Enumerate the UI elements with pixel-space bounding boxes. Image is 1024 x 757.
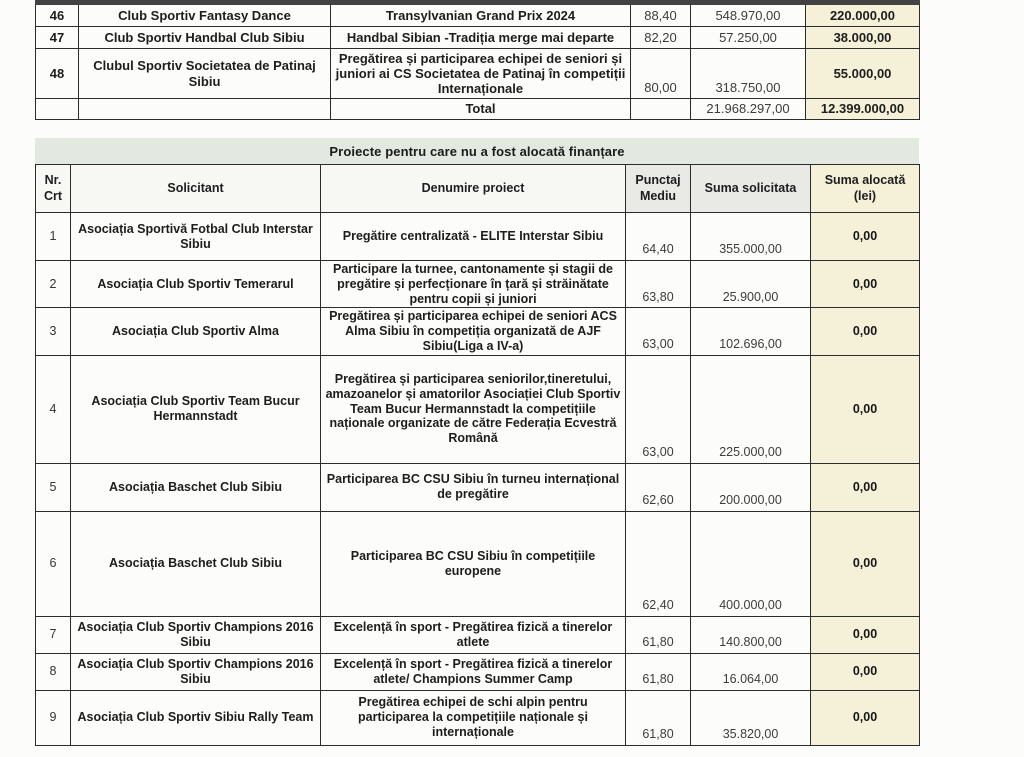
header-suma-alocata: Suma alocată (lei) — [811, 165, 920, 213]
cell-proiect: Pregătire centralizată - ELITE Interstar Sibiu — [321, 213, 626, 261]
cell-proiect: Pregătirea și participarea seniorilor,tineretului, amazoanelor și amatorilor Asociației Club Sportiv Team Bucur Hermannstadt la competițiile naționale organizate de către Federația Ecvestră Română — [321, 355, 626, 463]
table-row — [36, 27, 920, 49]
cell-suma-alocata: 0,00 — [811, 463, 920, 511]
cell-punctaj: 88,40 — [631, 3, 691, 27]
cell-solicitant: Clubul Sportiv Societatea de Patinaj Sibiu — [79, 49, 331, 99]
cell-suma-alocata: 55.000,00 — [806, 49, 920, 99]
section-title: Proiecte pentru care nu a fost alocată finanțare — [329, 143, 625, 159]
table-row — [36, 355, 920, 463]
cell-suma-solicitata: 35.820,00 — [691, 690, 811, 745]
cell-nr — [36, 99, 79, 120]
total-suma-solicitata: 21.968.297,00 — [691, 99, 806, 120]
cell-solicitant: Asociația Club Sportiv Champions 2016 Sibiu — [71, 616, 321, 653]
cell-suma-alocata: 0,00 — [811, 616, 920, 653]
table-row — [36, 690, 920, 745]
cell-suma-alocata: 220.000,00 — [806, 3, 920, 27]
funded-projects-table — [35, 0, 920, 120]
table-row — [36, 213, 920, 261]
section-title-band — [35, 138, 919, 164]
total-label: Total — [331, 99, 631, 120]
cell-suma-solicitata: 16.064,00 — [691, 653, 811, 690]
cell-proiect: Transylvanian Grand Prix 2024 — [331, 3, 631, 27]
table-row — [36, 49, 920, 99]
cell-punctaj: 63,80 — [626, 261, 691, 308]
table-row — [36, 653, 920, 690]
cell-suma-solicitata: 200.000,00 — [691, 463, 811, 511]
table-row — [36, 308, 920, 355]
header-punctaj: Punctaj Mediu — [626, 165, 691, 213]
cell-nr: 7 — [36, 616, 71, 653]
cell-solicitant: Asociația Club Sportiv Team Bucur Hermannstadt — [71, 355, 321, 463]
cell-suma-alocata: 0,00 — [811, 690, 920, 745]
cell-nr: 8 — [36, 653, 71, 690]
cell-nr: 46 — [36, 3, 79, 27]
cell-nr: 6 — [36, 511, 71, 616]
table-row — [36, 511, 920, 616]
cell-punctaj: 61,80 — [626, 690, 691, 745]
cell-suma-solicitata: 548.970,00 — [691, 3, 806, 27]
cell-proiect: Excelență în sport - Pregătirea fizică a tinerelor atlete — [321, 616, 626, 653]
cell-suma-alocata: 0,00 — [811, 308, 920, 355]
cell-solicitant: Asociația Club Sportiv Temerarul — [71, 261, 321, 308]
cell-nr: 47 — [36, 27, 79, 49]
document-content — [35, 0, 919, 746]
total-row — [36, 99, 920, 120]
cell-proiect: Participarea BC CSU Sibiu în competițiile europene — [321, 511, 626, 616]
cell-proiect: Pregătirea și participarea echipei de seniori și juniori ai CS Societatea de Patinaj în competiții Internaționale — [331, 49, 631, 99]
cell-suma-solicitata: 318.750,00 — [691, 49, 806, 99]
header-suma-solicitata: Suma solicitata — [691, 165, 811, 213]
cell-punctaj: 62,40 — [626, 511, 691, 616]
cell-punctaj: 61,80 — [626, 653, 691, 690]
cell-punctaj: 62,60 — [626, 463, 691, 511]
header-solicitant: Solicitant — [71, 165, 321, 213]
cell-suma-alocata: 0,00 — [811, 213, 920, 261]
cell-nr: 5 — [36, 463, 71, 511]
cell-nr: 9 — [36, 690, 71, 745]
cell-punctaj: 63,00 — [626, 355, 691, 463]
cell-solicitant: Asociația Baschet Club Sibiu — [71, 463, 321, 511]
header-proiect: Denumire proiect — [321, 165, 626, 213]
cell-solicitant: Club Sportiv Handbal Club Sibiu — [79, 27, 331, 49]
cell-nr: 2 — [36, 261, 71, 308]
cell-suma-alocata: 0,00 — [811, 511, 920, 616]
cell-punctaj: 82,20 — [631, 27, 691, 49]
cell-proiect: Pregătirea și participarea echipei de seniori ACS Alma Sibiu în competiția organizată de AJF Sibiu(Liga a IV-a) — [321, 308, 626, 355]
cell-punctaj: 64,40 — [626, 213, 691, 261]
cell-solicitant: Asociația Baschet Club Sibiu — [71, 511, 321, 616]
cell-solicitant: Asociația Club Sportiv Champions 2016 Sibiu — [71, 653, 321, 690]
cell-nr: 4 — [36, 355, 71, 463]
cell-suma-alocata: 0,00 — [811, 355, 920, 463]
cell-nr: 3 — [36, 308, 71, 355]
unfunded-projects-table — [35, 164, 920, 746]
cell-solicitant: Asociația Club Sportiv Sibiu Rally Team — [71, 690, 321, 745]
table-row — [36, 616, 920, 653]
cell-nr: 48 — [36, 49, 79, 99]
cell-solicitant: Asociația Sportivă Fotbal Club Interstar Sibiu — [71, 213, 321, 261]
total-suma-alocata: 12.399.000,00 — [806, 99, 920, 120]
cell-punctaj — [631, 99, 691, 120]
cell-nr: 1 — [36, 213, 71, 261]
cell-punctaj: 61,80 — [626, 616, 691, 653]
cell-suma-alocata: 0,00 — [811, 653, 920, 690]
cell-solicitant: Club Sportiv Fantasy Dance — [79, 3, 331, 27]
cell-suma-alocata: 38.000,00 — [806, 27, 920, 49]
cell-suma-solicitata: 140.800,00 — [691, 616, 811, 653]
table-row — [36, 3, 920, 27]
cell-suma-solicitata: 400.000,00 — [691, 511, 811, 616]
cell-suma-alocata: 0,00 — [811, 261, 920, 308]
cell-punctaj: 80,00 — [631, 49, 691, 99]
cell-solicitant — [79, 99, 331, 120]
cell-proiect: Handbal Sibian -Tradiția merge mai departe — [331, 27, 631, 49]
cell-suma-solicitata: 355.000,00 — [691, 213, 811, 261]
cell-proiect: Participarea BC CSU Sibiu în turneu internațional de pregătire — [321, 463, 626, 511]
cell-solicitant: Asociația Club Sportiv Alma — [71, 308, 321, 355]
cell-proiect: Participare la turnee, cantonamente și stagii de pregătire și perfecționare în țară și străinătate pentru copii și juniori — [321, 261, 626, 308]
cell-suma-solicitata: 102.696,00 — [691, 308, 811, 355]
cell-suma-solicitata: 25.900,00 — [691, 261, 811, 308]
header-nr: Nr. Crt — [36, 165, 71, 213]
header-row — [36, 165, 920, 213]
cell-suma-solicitata: 57.250,00 — [691, 27, 806, 49]
cell-punctaj: 63,00 — [626, 308, 691, 355]
cell-proiect: Pregătirea echipei de schi alpin pentru participarea la competițiile naționale și internaționale — [321, 690, 626, 745]
table-row — [36, 261, 920, 308]
cell-proiect: Excelență în sport - Pregătirea fizică a tinerelor atlete/ Champions Summer Camp — [321, 653, 626, 690]
cell-suma-solicitata: 225.000,00 — [691, 355, 811, 463]
table-row — [36, 463, 920, 511]
